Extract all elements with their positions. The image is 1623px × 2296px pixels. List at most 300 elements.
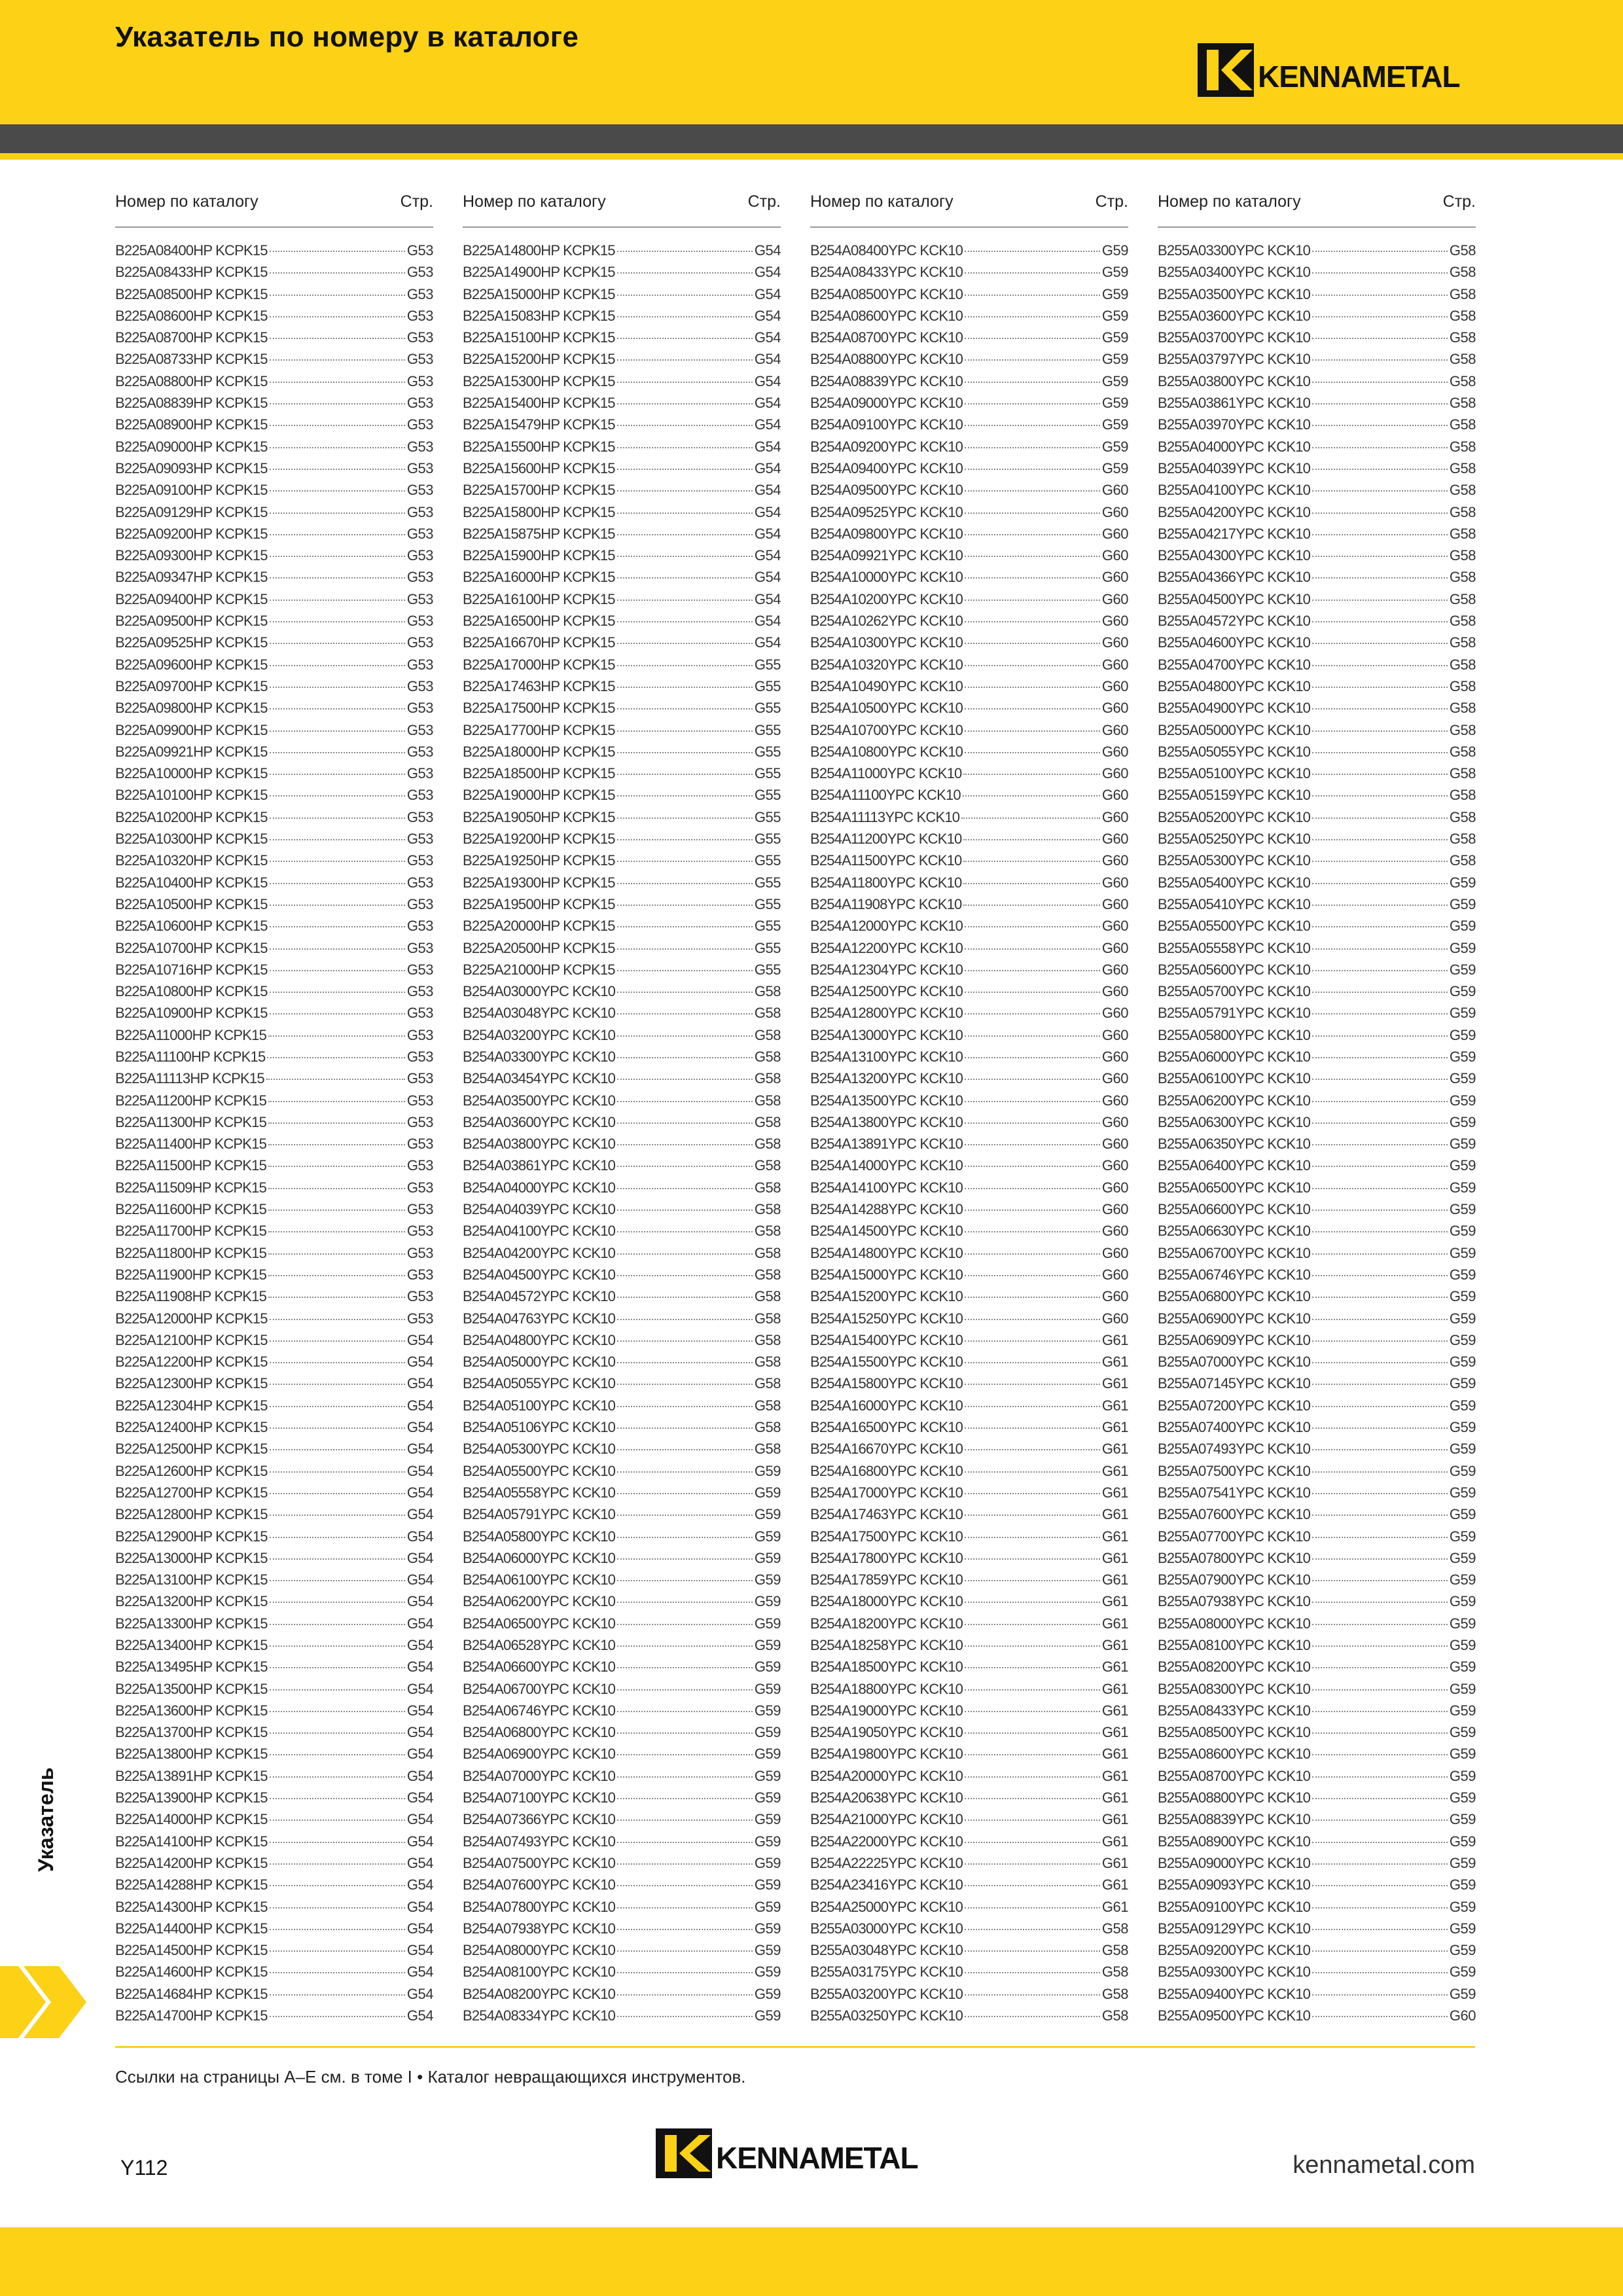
index-entry[interactable]	[810, 1179, 1128, 1201]
page-reference[interactable]: G55	[754, 765, 781, 782]
page-reference[interactable]: G59	[1101, 416, 1128, 433]
page-reference[interactable]: G54	[754, 613, 781, 630]
index-entry[interactable]	[810, 1484, 1128, 1506]
index-entry[interactable]	[115, 1811, 433, 1833]
page-reference[interactable]: G61	[1101, 1593, 1128, 1610]
page-reference[interactable]: G54	[754, 438, 781, 455]
page-reference[interactable]: G60	[1101, 765, 1128, 782]
page-reference[interactable]: G54	[754, 569, 781, 586]
index-entry[interactable]	[463, 242, 781, 264]
page-reference[interactable]: G53	[406, 808, 433, 825]
index-entry[interactable]	[810, 439, 1128, 460]
index-entry[interactable]	[1158, 1288, 1476, 1310]
index-entry[interactable]	[810, 744, 1128, 765]
index-entry[interactable]	[1158, 1964, 1476, 1985]
page-reference[interactable]: G54	[754, 503, 781, 520]
index-entry[interactable]	[1158, 1266, 1476, 1288]
page-reference[interactable]: G58	[754, 1048, 781, 1065]
index-entry[interactable]	[463, 1528, 781, 1550]
page-reference[interactable]: G58	[1449, 438, 1476, 455]
index-entry[interactable]	[1158, 1114, 1476, 1136]
page-reference[interactable]: G53	[406, 852, 433, 869]
page-reference[interactable]: G59	[754, 1615, 781, 1632]
page-reference[interactable]: G58	[1449, 721, 1476, 738]
page-reference[interactable]: G59	[754, 1833, 781, 1850]
index-entry[interactable]	[1158, 1005, 1476, 1026]
page-reference[interactable]: G59	[1449, 1571, 1476, 1588]
page-reference[interactable]: G59	[1101, 459, 1128, 476]
page-reference[interactable]: G59	[1449, 1528, 1476, 1545]
page-reference[interactable]: G53	[406, 765, 433, 782]
page-reference[interactable]: G58	[1449, 503, 1476, 520]
page-reference[interactable]: G59	[1449, 918, 1476, 935]
page-reference[interactable]: G60	[1101, 1070, 1128, 1087]
page-reference[interactable]: G53	[406, 569, 433, 586]
index-entry[interactable]	[1158, 918, 1476, 939]
page-reference[interactable]: G60	[1101, 700, 1128, 717]
page-reference[interactable]: G59	[1449, 1223, 1476, 1240]
page-reference[interactable]: G54	[754, 525, 781, 542]
page-reference[interactable]: G59	[1101, 438, 1128, 455]
index-entry[interactable]	[810, 1201, 1128, 1223]
page-reference[interactable]: G54	[754, 547, 781, 564]
page-reference[interactable]: G59	[1449, 1005, 1476, 1022]
index-entry[interactable]	[115, 569, 433, 590]
page-reference[interactable]: G55	[754, 939, 781, 956]
index-entry[interactable]	[115, 1942, 433, 1964]
index-entry[interactable]	[810, 1746, 1128, 1767]
index-entry[interactable]	[1158, 504, 1476, 526]
index-entry[interactable]	[463, 1702, 781, 1724]
page-reference[interactable]: G53	[406, 438, 433, 455]
page-reference[interactable]: G59	[754, 1637, 781, 1653]
page-reference[interactable]: G55	[754, 961, 781, 978]
index-entry[interactable]	[810, 1528, 1128, 1550]
index-entry[interactable]	[1158, 1310, 1476, 1332]
page-reference[interactable]: G58	[1449, 677, 1476, 694]
page-reference[interactable]: G54	[406, 1506, 433, 1523]
page-reference[interactable]: G60	[1101, 569, 1128, 586]
page-reference[interactable]: G54	[406, 1920, 433, 1937]
index-entry[interactable]	[463, 1332, 781, 1354]
page-reference[interactable]: G59	[754, 1898, 781, 1915]
index-entry[interactable]	[810, 1266, 1128, 1288]
page-reference[interactable]: G58	[754, 1223, 781, 1240]
index-entry[interactable]	[1158, 395, 1476, 416]
page-reference[interactable]: G54	[406, 1680, 433, 1697]
page-reference[interactable]: G54	[406, 1419, 433, 1436]
page-reference[interactable]: G60	[1101, 852, 1128, 869]
index-entry[interactable]	[1158, 1354, 1476, 1375]
page-reference[interactable]: G53	[406, 939, 433, 956]
index-entry[interactable]	[115, 896, 433, 918]
page-reference[interactable]: G59	[754, 1811, 781, 1828]
page-reference[interactable]: G54	[754, 264, 781, 281]
page-reference[interactable]: G60	[1101, 1026, 1128, 1043]
index-entry[interactable]	[115, 1964, 433, 1985]
index-entry[interactable]	[810, 765, 1128, 787]
page-reference[interactable]: G59	[1101, 264, 1128, 281]
index-entry[interactable]	[810, 1659, 1128, 1680]
page-reference[interactable]: G60	[1101, 721, 1128, 738]
page-reference[interactable]: G59	[754, 2007, 781, 2024]
index-entry[interactable]	[463, 1354, 781, 1375]
page-reference[interactable]: G59	[1101, 285, 1128, 302]
page-reference[interactable]: G58	[1449, 329, 1476, 346]
page-reference[interactable]: G54	[406, 1637, 433, 1653]
page-reference[interactable]: G59	[1449, 1462, 1476, 1479]
page-reference[interactable]: G58	[1449, 547, 1476, 564]
index-entry[interactable]	[810, 1419, 1128, 1441]
page-reference[interactable]: G58	[1449, 242, 1476, 259]
index-entry[interactable]	[1158, 1986, 1476, 2007]
index-entry[interactable]	[810, 504, 1128, 526]
index-entry[interactable]	[463, 1724, 781, 1746]
index-entry[interactable]	[1158, 1201, 1476, 1223]
page-reference[interactable]: G54	[406, 1615, 433, 1632]
page-reference[interactable]: G61	[1101, 1506, 1128, 1523]
index-entry[interactable]	[1158, 482, 1476, 503]
page-reference[interactable]: G59	[1449, 1637, 1476, 1653]
index-entry[interactable]	[115, 1789, 433, 1811]
page-reference[interactable]: G58	[754, 1375, 781, 1392]
page-reference[interactable]: G59	[1449, 895, 1476, 912]
index-entry[interactable]	[115, 1768, 433, 1789]
index-entry[interactable]	[463, 1964, 781, 1985]
index-entry[interactable]	[463, 1027, 781, 1049]
index-entry[interactable]	[810, 1615, 1128, 1637]
index-entry[interactable]	[1158, 591, 1476, 613]
page-reference[interactable]: G53	[406, 1070, 433, 1087]
index-entry[interactable]	[115, 482, 433, 503]
page-reference[interactable]: G59	[1101, 395, 1128, 412]
index-entry[interactable]	[115, 439, 433, 460]
index-entry[interactable]	[1158, 700, 1476, 721]
page-reference[interactable]: G58	[1101, 1964, 1128, 1981]
index-entry[interactable]	[1158, 373, 1476, 395]
index-entry[interactable]	[463, 308, 781, 329]
index-entry[interactable]	[810, 329, 1128, 351]
page-reference[interactable]: G59	[1449, 1331, 1476, 1348]
page-reference[interactable]: G53	[406, 372, 433, 389]
page-reference[interactable]: G58	[1101, 1920, 1128, 1937]
page-reference[interactable]: G58	[1449, 395, 1476, 412]
page-reference[interactable]: G54	[754, 242, 781, 259]
index-entry[interactable]	[463, 1245, 781, 1266]
index-entry[interactable]	[463, 852, 781, 874]
index-entry[interactable]	[463, 613, 781, 634]
page-reference[interactable]: G61	[1101, 1724, 1128, 1741]
index-entry[interactable]	[810, 1441, 1128, 1462]
index-entry[interactable]	[115, 744, 433, 765]
index-entry[interactable]	[463, 1266, 781, 1288]
page-reference[interactable]: G54	[406, 1571, 433, 1588]
index-entry[interactable]	[115, 1005, 433, 1026]
page-reference[interactable]: G58	[1449, 569, 1476, 586]
page-reference[interactable]: G58	[1449, 307, 1476, 324]
index-entry[interactable]	[1158, 940, 1476, 961]
page-reference[interactable]: G59	[1449, 1179, 1476, 1196]
page-reference[interactable]: G53	[406, 482, 433, 499]
index-entry[interactable]	[810, 1593, 1128, 1615]
index-entry[interactable]	[1158, 1833, 1476, 1855]
page-reference[interactable]: G60	[1101, 895, 1128, 912]
page-reference[interactable]: G59	[754, 1876, 781, 1893]
index-entry[interactable]	[463, 1070, 781, 1092]
index-entry[interactable]	[115, 852, 433, 874]
index-entry[interactable]	[1158, 1942, 1476, 1964]
index-entry[interactable]	[1158, 264, 1476, 285]
page-reference[interactable]: G58	[1449, 459, 1476, 476]
page-reference[interactable]: G60	[1101, 525, 1128, 542]
index-entry[interactable]	[1158, 242, 1476, 264]
index-entry[interactable]	[1158, 1419, 1476, 1441]
page-reference[interactable]: G54	[406, 1876, 433, 1893]
page-reference[interactable]: G53	[406, 961, 433, 978]
page-reference[interactable]: G53	[406, 634, 433, 651]
index-entry[interactable]	[463, 1157, 781, 1179]
page-reference[interactable]: G58	[1449, 743, 1476, 760]
index-entry[interactable]	[115, 1397, 433, 1419]
page-reference[interactable]: G59	[754, 1964, 781, 1981]
index-entry[interactable]	[115, 286, 433, 308]
index-entry[interactable]	[115, 787, 433, 808]
page-reference[interactable]: G58	[754, 1201, 781, 1218]
index-entry[interactable]	[1158, 547, 1476, 569]
page-reference[interactable]: G59	[754, 1789, 781, 1806]
page-reference[interactable]: G53	[406, 1048, 433, 1065]
page-reference[interactable]: G55	[754, 677, 781, 694]
page-reference[interactable]: G61	[1101, 1854, 1128, 1871]
index-entry[interactable]	[810, 416, 1128, 438]
index-entry[interactable]	[810, 286, 1128, 308]
index-entry[interactable]	[115, 1855, 433, 1876]
index-entry[interactable]	[810, 634, 1128, 656]
index-entry[interactable]	[810, 1245, 1128, 1266]
index-entry[interactable]	[1158, 983, 1476, 1005]
index-entry[interactable]	[115, 1092, 433, 1114]
page-reference[interactable]: G60	[1101, 983, 1128, 1000]
page-reference[interactable]: G59	[1449, 1397, 1476, 1414]
page-reference[interactable]: G53	[406, 285, 433, 302]
index-entry[interactable]	[1158, 1375, 1476, 1397]
page-reference[interactable]: G53	[406, 1310, 433, 1327]
page-reference[interactable]: G58	[1449, 831, 1476, 848]
page-reference[interactable]: G59	[1449, 1702, 1476, 1719]
index-entry[interactable]	[810, 1157, 1128, 1179]
page-reference[interactable]: G55	[754, 918, 781, 935]
page-reference[interactable]: G59	[1449, 1920, 1476, 1937]
page-reference[interactable]: G58	[754, 1331, 781, 1348]
index-entry[interactable]	[115, 1746, 433, 1767]
index-entry[interactable]	[115, 918, 433, 939]
page-reference[interactable]: G59	[754, 1462, 781, 1479]
index-entry[interactable]	[810, 656, 1128, 678]
index-entry[interactable]	[115, 416, 433, 438]
page-reference[interactable]: G58	[754, 1092, 781, 1109]
index-entry[interactable]	[810, 526, 1128, 547]
page-reference[interactable]: G58	[754, 1441, 781, 1458]
page-reference[interactable]: G53	[406, 264, 433, 281]
index-entry[interactable]	[463, 395, 781, 416]
index-entry[interactable]	[810, 1637, 1128, 1659]
page-reference[interactable]: G61	[1101, 1637, 1128, 1653]
index-entry[interactable]	[1158, 831, 1476, 852]
index-entry[interactable]	[1158, 852, 1476, 874]
index-entry[interactable]	[1158, 656, 1476, 678]
page-reference[interactable]: G61	[1101, 1354, 1128, 1371]
page-reference[interactable]: G55	[754, 808, 781, 825]
page-reference[interactable]: G53	[406, 1266, 433, 1283]
index-entry[interactable]	[463, 1201, 781, 1223]
page-reference[interactable]: G58	[1101, 1942, 1128, 1959]
index-entry[interactable]	[810, 1920, 1128, 1942]
index-entry[interactable]	[1158, 1245, 1476, 1266]
page-reference[interactable]: G59	[754, 1484, 781, 1501]
page-reference[interactable]: G59	[1449, 1375, 1476, 1392]
index-entry[interactable]	[463, 918, 781, 939]
page-reference[interactable]: G58	[754, 1266, 781, 1283]
index-entry[interactable]	[115, 1593, 433, 1615]
index-entry[interactable]	[463, 504, 781, 526]
page-reference[interactable]: G53	[406, 329, 433, 346]
index-entry[interactable]	[463, 809, 781, 831]
index-entry[interactable]	[810, 1876, 1128, 1898]
index-entry[interactable]	[1158, 416, 1476, 438]
page-reference[interactable]: G61	[1101, 1484, 1128, 1501]
index-entry[interactable]	[463, 547, 781, 569]
index-entry[interactable]	[115, 1266, 433, 1288]
index-entry[interactable]	[463, 1833, 781, 1855]
page-reference[interactable]: G53	[406, 787, 433, 804]
index-entry[interactable]	[463, 1397, 781, 1419]
page-reference[interactable]: G55	[754, 656, 781, 673]
index-entry[interactable]	[463, 1637, 781, 1659]
index-entry[interactable]	[463, 1986, 781, 2007]
index-entry[interactable]	[1158, 634, 1476, 656]
page-reference[interactable]: G54	[406, 1593, 433, 1610]
page-reference[interactable]: G60	[1101, 1005, 1128, 1022]
index-entry[interactable]	[463, 831, 781, 852]
page-reference[interactable]: G59	[1449, 1789, 1476, 1806]
index-entry[interactable]	[463, 351, 781, 372]
page-reference[interactable]: G60	[1101, 1310, 1128, 1327]
page-reference[interactable]: G59	[1449, 1136, 1476, 1153]
index-entry[interactable]	[1158, 1571, 1476, 1593]
index-entry[interactable]	[1158, 744, 1476, 765]
index-entry[interactable]	[463, 482, 781, 503]
index-entry[interactable]	[463, 1659, 781, 1680]
page-reference[interactable]: G54	[406, 2007, 433, 2024]
index-entry[interactable]	[115, 1681, 433, 1702]
page-reference[interactable]: G53	[406, 1179, 433, 1196]
page-reference[interactable]: G59	[1449, 961, 1476, 978]
index-entry[interactable]	[463, 1223, 781, 1244]
page-reference[interactable]: G58	[1449, 634, 1476, 651]
page-reference[interactable]: G61	[1101, 1702, 1128, 1719]
index-entry[interactable]	[463, 460, 781, 482]
page-reference[interactable]: G53	[406, 1136, 433, 1153]
index-entry[interactable]	[1158, 1179, 1476, 1201]
page-reference[interactable]: G60	[1101, 961, 1128, 978]
page-reference[interactable]: G59	[1449, 1942, 1476, 1959]
index-entry[interactable]	[115, 1288, 433, 1310]
index-entry[interactable]	[1158, 613, 1476, 634]
index-entry[interactable]	[810, 613, 1128, 634]
index-entry[interactable]	[810, 918, 1128, 939]
index-entry[interactable]	[115, 1724, 433, 1746]
index-entry[interactable]	[115, 526, 433, 547]
page-reference[interactable]: G54	[406, 1549, 433, 1566]
index-entry[interactable]	[810, 722, 1128, 744]
index-entry[interactable]	[1158, 1681, 1476, 1702]
page-reference[interactable]: G53	[406, 351, 433, 368]
chevron-right-icon[interactable]	[0, 1966, 98, 2038]
index-entry[interactable]	[463, 1288, 781, 1310]
page-reference[interactable]: G55	[754, 700, 781, 717]
page-reference[interactable]: G54	[754, 285, 781, 302]
page-reference[interactable]: G53	[406, 743, 433, 760]
page-reference[interactable]: G55	[754, 743, 781, 760]
page-reference[interactable]: G59	[754, 1506, 781, 1523]
page-reference[interactable]: G58	[1449, 525, 1476, 542]
index-entry[interactable]	[1158, 1528, 1476, 1550]
index-entry[interactable]	[1158, 1506, 1476, 1528]
index-entry[interactable]	[463, 1811, 781, 1833]
index-entry[interactable]	[463, 1049, 781, 1070]
index-entry[interactable]	[810, 264, 1128, 285]
index-entry[interactable]	[115, 1354, 433, 1375]
page-reference[interactable]: G55	[754, 895, 781, 912]
index-entry[interactable]	[115, 1310, 433, 1332]
page-reference[interactable]: G59	[1449, 1419, 1476, 1436]
page-reference[interactable]: G61	[1101, 1659, 1128, 1676]
page-reference[interactable]: G54	[754, 416, 781, 433]
page-reference[interactable]: G60	[1101, 590, 1128, 607]
page-reference[interactable]: G58	[1449, 285, 1476, 302]
index-entry[interactable]	[463, 416, 781, 438]
index-entry[interactable]	[115, 722, 433, 744]
page-reference[interactable]: G59	[1101, 351, 1128, 368]
index-entry[interactable]	[463, 1920, 781, 1942]
page-reference[interactable]: G60	[1101, 874, 1128, 891]
page-reference[interactable]: G55	[754, 831, 781, 848]
index-entry[interactable]	[1158, 787, 1476, 808]
page-reference[interactable]: G60	[1101, 1266, 1128, 1283]
page-reference[interactable]: G59	[1449, 1615, 1476, 1632]
page-reference[interactable]: G58	[754, 1136, 781, 1153]
index-entry[interactable]	[115, 1375, 433, 1397]
page-reference[interactable]: G58	[1449, 264, 1476, 281]
index-entry[interactable]	[115, 242, 433, 264]
page-reference[interactable]: G54	[406, 1767, 433, 1784]
index-entry[interactable]	[463, 1899, 781, 1920]
page-reference[interactable]: G54	[754, 634, 781, 651]
index-entry[interactable]	[1158, 1593, 1476, 1615]
index-entry[interactable]	[810, 1092, 1128, 1114]
index-entry[interactable]	[1158, 329, 1476, 351]
index-entry[interactable]	[810, 1571, 1128, 1593]
page-reference[interactable]: G58	[754, 1310, 781, 1327]
index-entry[interactable]	[115, 373, 433, 395]
index-entry[interactable]	[810, 547, 1128, 569]
page-reference[interactable]: G59	[1449, 1266, 1476, 1283]
page-reference[interactable]: G53	[406, 1026, 433, 1043]
page-reference[interactable]: G59	[1449, 1811, 1476, 1828]
page-reference[interactable]: G53	[406, 677, 433, 694]
index-entry[interactable]	[810, 1550, 1128, 1571]
index-entry[interactable]	[810, 1397, 1128, 1419]
